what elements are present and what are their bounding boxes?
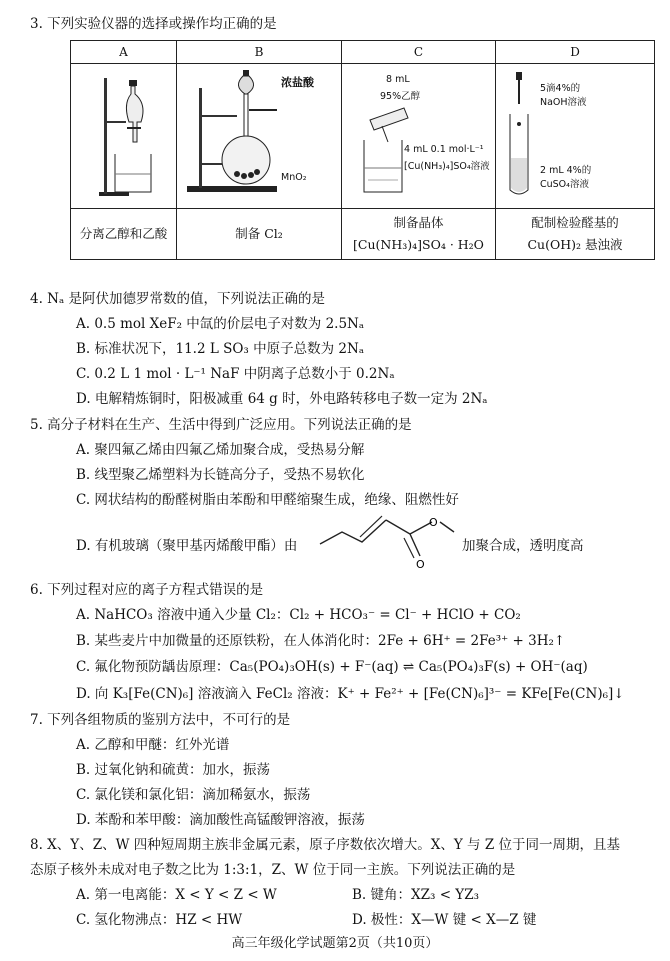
q7-option-c: C. 氯化镁和氯化铝：滴加稀氨水，振荡 bbox=[76, 787, 311, 803]
page-footer: 高三年级化学试题第2页（共10页） bbox=[231, 936, 439, 951]
apparatus-b bbox=[177, 64, 342, 209]
q5-option-a: A. 聚四氟乙烯由四氟乙烯加聚合成，受热易分解 bbox=[76, 442, 365, 458]
q7-option-b: B. 过氧化钠和硫黄：加水，振荡 bbox=[76, 762, 271, 778]
caption-c: 制备晶体 [Cu(NH₃)₄]SO₄ · H₂O bbox=[342, 209, 496, 260]
crystal-prep-illustration bbox=[342, 64, 495, 204]
col-header-a: A bbox=[71, 41, 177, 64]
svg-text:O: O bbox=[416, 558, 425, 571]
label-complex-solution: [Cu(NH₃)₄]SO₄溶液 bbox=[404, 161, 490, 172]
q8-option-c: C. 氢化物沸点：HZ < HW bbox=[76, 912, 243, 928]
q5-option-b: B. 线型聚乙烯塑料为长链高分子，受热不易软化 bbox=[76, 467, 365, 483]
q8-option-a: A. 第一电离能：X < Y < Z < W bbox=[76, 887, 277, 903]
q5-option-c: C. 网状结构的酚醛树脂由苯酚和甲醛缩聚生成，绝缘、阻燃性好 bbox=[76, 492, 459, 508]
q4-option-a: A. 0.5 mol XeF₂ 中氙的价层电子对数为 2.5Nₐ bbox=[76, 316, 365, 332]
caption-d: 配制检验醛基的 Cu(OH)₂ 悬浊液 bbox=[496, 209, 655, 260]
q6-option-c: C. 氟化物预防龋齿原理：Ca₅(PO₄)₃OH(s) + F⁻(aq) ⇌ Ca₅(PO₄)₃F(s) + OH⁻(aq) bbox=[76, 659, 588, 675]
q5-stem: 5. 高分子材料在生产、生活中得到广泛应用。下列说法正确的是 bbox=[30, 417, 412, 433]
q6-option-d: D. 向 K₃[Fe(CN)₆] 溶液滴入 FeCl₂ 溶液：K⁺ + Fe²⁺ + [Fe(CN)₆]³⁻ = KFe[Fe(CN)₆]↓ bbox=[76, 686, 625, 702]
q5-option-d-suffix: 加聚合成，透明度高 bbox=[462, 538, 584, 554]
q8-option-b: B. 键角：XZ₃ < YZ₃ bbox=[352, 887, 480, 903]
col-header-d: D bbox=[496, 41, 655, 64]
q8-option-d: D. 极性：X—W 键 < X—Z 键 bbox=[352, 912, 537, 928]
label-mno2: MnO₂ bbox=[281, 172, 307, 183]
q4-option-d: D. 电解精炼铜时，阳极减重 64 g 时，外电路转移电子数一定为 2Nₐ bbox=[76, 391, 488, 407]
q6-option-a: A. NaHCO₃ 溶液中通入少量 Cl₂：Cl₂ + HCO₃⁻ = Cl⁻ + HClO + CO₂ bbox=[76, 607, 521, 623]
label-ethanol-volume: 8 mL bbox=[386, 74, 410, 85]
q3-stem: 3. 下列实验仪器的选择或操作均正确的是 bbox=[30, 16, 277, 32]
separatory-funnel-illustration bbox=[71, 64, 176, 204]
q7-stem: 7. 下列各组物质的鉴别方法中，不可行的是 bbox=[30, 712, 291, 728]
q6-stem: 6. 下列过程对应的离子方程式错误的是 bbox=[30, 582, 264, 598]
label-cuso4-amount: 2 mL 4%的 bbox=[540, 165, 592, 176]
label-naoh-solution: NaOH溶液 bbox=[540, 97, 587, 108]
apparatus-d bbox=[496, 64, 655, 209]
methyl-methacrylate-structure-icon bbox=[316, 512, 456, 572]
q5-option-d-prefix: D. 有机玻璃（聚甲基丙烯酸甲酯）由 bbox=[76, 538, 298, 554]
q4-option-c: C. 0.2 L 1 mol · L⁻¹ NaF 中阴离子总数小于 0.2Nₐ bbox=[76, 366, 395, 382]
col-header-b: B bbox=[177, 41, 342, 64]
col-header-c: C bbox=[342, 41, 496, 64]
label-conc-hcl: 浓盐酸 bbox=[281, 76, 314, 89]
caption-a: 分离乙醇和乙酸 bbox=[71, 209, 177, 260]
q8-stem-line2: 态原子核外未成对电子数之比为 1:3:1，Z、W 位于同一主族。下列说法正确的是 bbox=[30, 862, 516, 878]
q4-option-b: B. 标准状况下，11.2 L SO₃ 中原子总数为 2Nₐ bbox=[76, 341, 365, 357]
q8-stem-line1: 8. X、Y、Z、W 四种短周期主族非金属元素，原子序数依次增大。X、Y 与 Z 位于同一周期，且基 bbox=[30, 837, 621, 853]
label-complex-conc: 4 mL 0.1 mol·L⁻¹ bbox=[404, 144, 484, 155]
caption-b: 制备 Cl₂ bbox=[177, 209, 342, 260]
q4-stem: 4. Nₐ 是阿伏加德罗常数的值，下列说法正确的是 bbox=[30, 291, 325, 307]
apparatus-a bbox=[71, 64, 177, 209]
apparatus-c bbox=[342, 64, 496, 209]
apparatus-table bbox=[70, 40, 655, 260]
chlorine-generator-illustration bbox=[177, 64, 341, 204]
q7-option-a: A. 乙醇和甲醚：红外光谱 bbox=[76, 737, 230, 753]
label-cuso4-solution: CuSO₄溶液 bbox=[540, 179, 589, 190]
label-naoh-amount: 5滴4%的 bbox=[540, 83, 581, 94]
q7-option-d: D. 苯酚和苯甲酸：滴加酸性高锰酸钾溶液，振荡 bbox=[76, 812, 365, 828]
label-ethanol: 95%乙醇 bbox=[380, 91, 421, 102]
svg-text:O: O bbox=[429, 516, 438, 529]
q6-option-b: B. 某些麦片中加微量的还原铁粉，在人体消化时：2Fe + 6H⁺ = 2Fe³⁺ + 3H₂↑ bbox=[76, 633, 566, 649]
